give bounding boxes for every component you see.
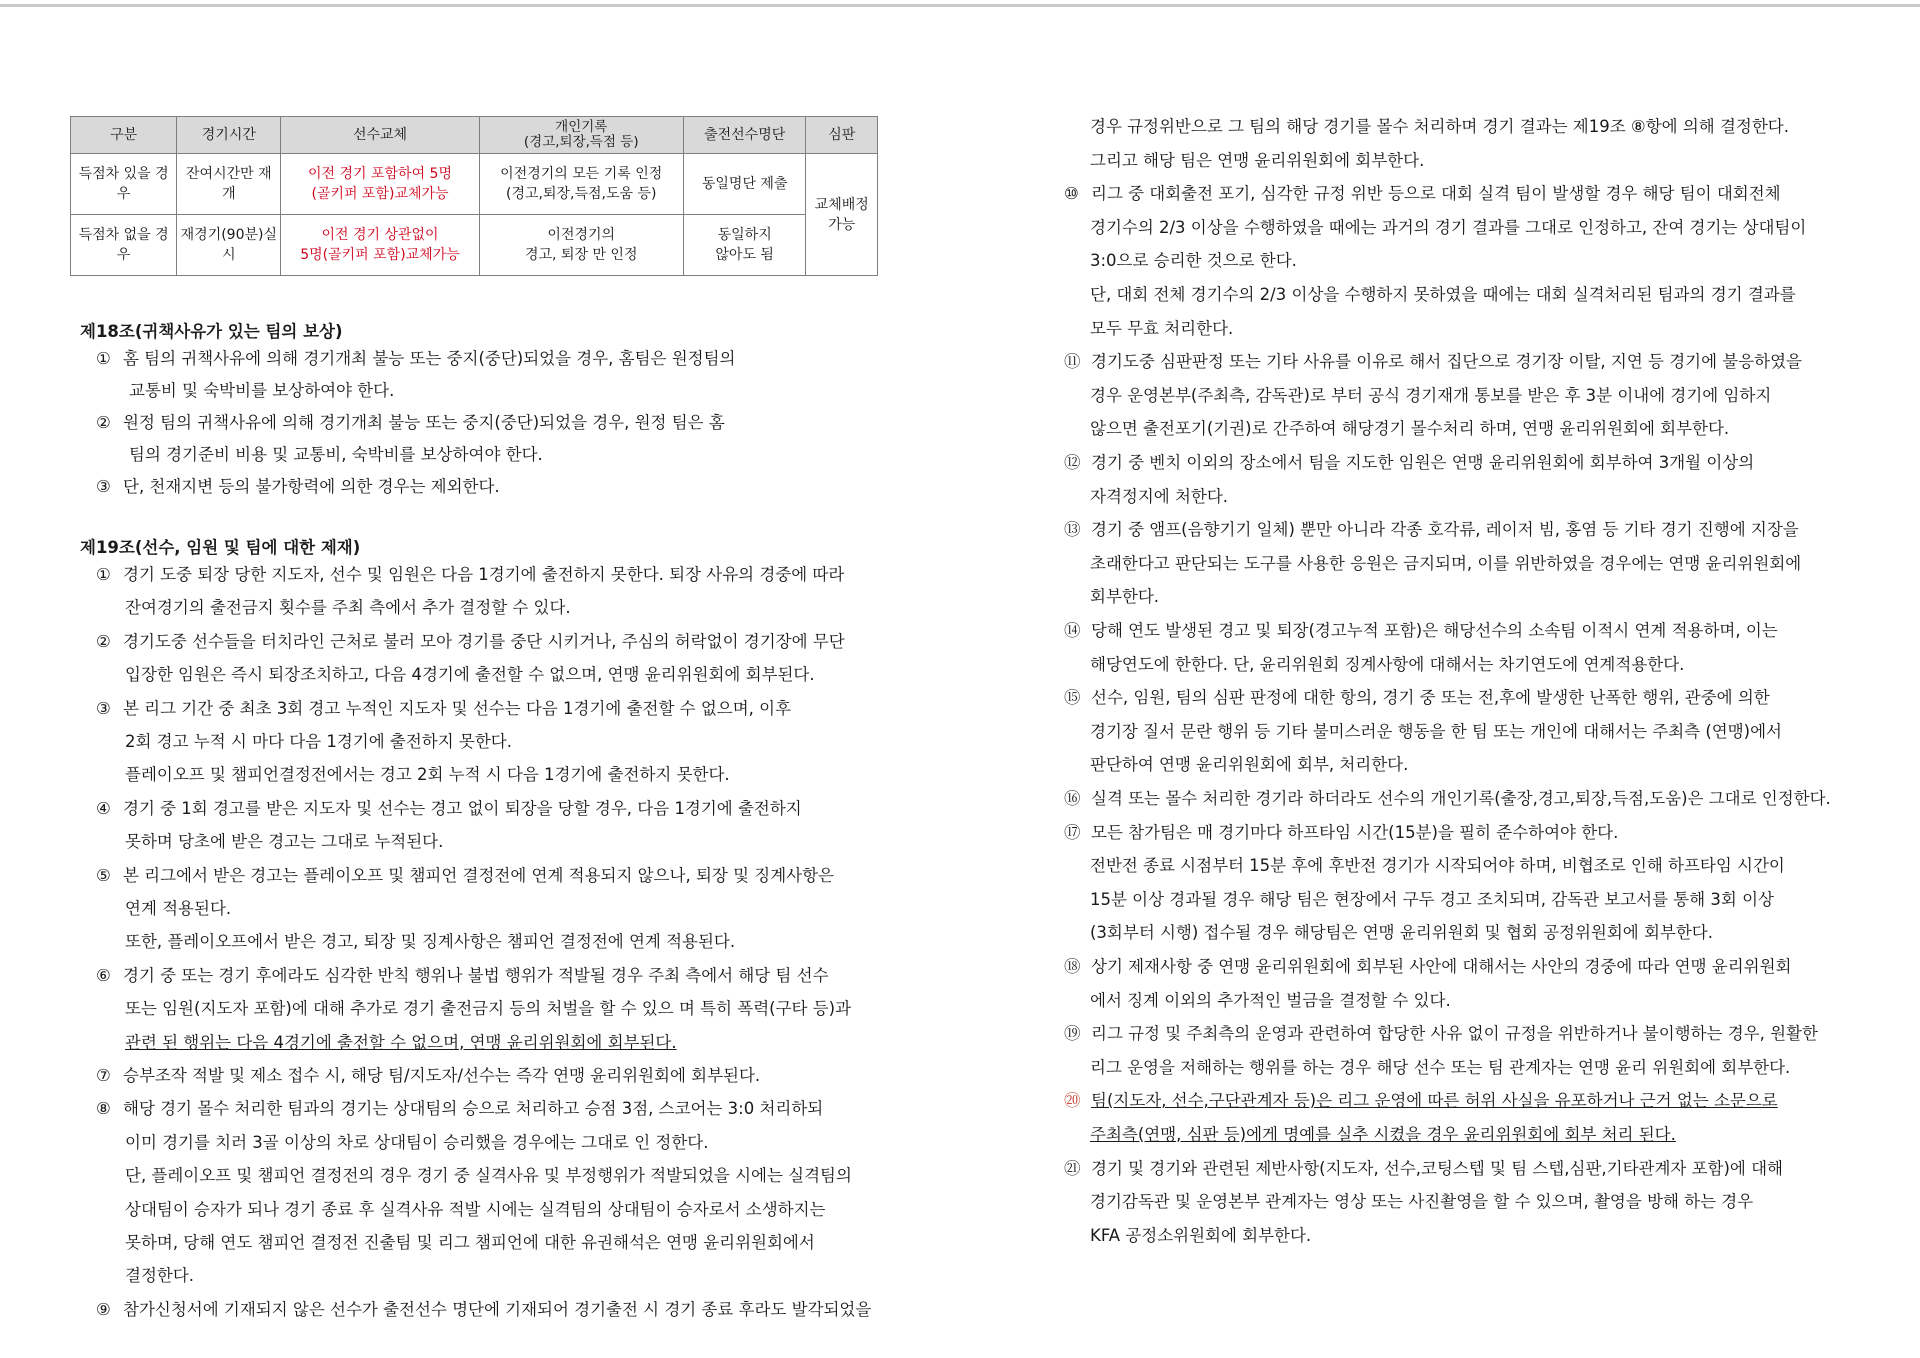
item-text: 경기도중 선수들을 터치라인 근처로 불러 모아 경기를 중단 시키거나, 주심의 허락없이 경기장에 무단 bbox=[123, 631, 845, 651]
item-text: 결정한다. bbox=[125, 1266, 195, 1286]
text-line bbox=[1090, 250, 1297, 272]
article-18-title: 제18조(귀책사유가 있는 팀의 보상) bbox=[80, 322, 343, 341]
item-number: ㉑ bbox=[1064, 1158, 1081, 1178]
item-number: ⑲ bbox=[1064, 1024, 1081, 1044]
text-line bbox=[1090, 284, 1796, 306]
item-text: 경기 및 경기와 관련된 제반사항(지도자, 선수,코팅스텝 및 팀 스텝,심판,기타관계자 포함)에 대해 bbox=[1091, 1158, 1783, 1178]
item-text: 경기도중 심판판정 또는 기타 사유를 이유로 해서 집단으로 경기장 이탈, 지연 등 경기에 불응하였을 bbox=[1091, 352, 1802, 372]
table-header-row bbox=[71, 117, 878, 154]
text-line bbox=[125, 1165, 852, 1187]
text-line bbox=[1064, 519, 1799, 541]
item-text: 판단하여 연맹 윤리위원회에 회부, 처리한다. bbox=[1090, 755, 1409, 775]
text-line bbox=[1064, 1158, 1783, 1180]
item-text: 경기수의 2/3 이상을 수행하였을 때에는 과거의 경기 결과를 그대로 인정하고, 잔여 경기는 상대팀이 bbox=[1090, 217, 1807, 237]
text-line bbox=[96, 1098, 823, 1120]
text-line bbox=[1090, 1191, 1753, 1213]
item-text: 전반전 종료 시점부터 15분 후에 후반전 경기가 시작되어야 하며, 비협조로 인해 하프타임 시간이 bbox=[1090, 856, 1785, 876]
text-line bbox=[1090, 1124, 1676, 1146]
table-header-cell: 개인기록 (경고,퇴장,득점 등) bbox=[479, 117, 683, 154]
text-line bbox=[1090, 553, 1801, 575]
item-number: ① bbox=[96, 349, 111, 368]
item-text: 그리고 해당 팀은 연맹 윤리위원회에 회부한다. bbox=[1090, 150, 1425, 170]
sub-cell: 이전 경기 상관없이 5명(골키퍼 포함)교체가능 bbox=[281, 215, 479, 276]
item-text: 단, 플레이오프 및 챔피언 결정전의 경우 경기 중 실격사유 및 부정행위가 적발되었을 시에는 실격팀의 bbox=[125, 1166, 852, 1186]
item-number: ③ bbox=[96, 698, 111, 718]
article-19-title: 제19조(선수, 임원 및 팀에 대한 제재) bbox=[80, 538, 361, 557]
item-number: ② bbox=[96, 413, 111, 432]
roster-cell: 동일하지 않아도 됨 bbox=[683, 215, 806, 276]
top-rule bbox=[0, 4, 1920, 7]
item-number: ⑥ bbox=[96, 965, 111, 985]
text-line bbox=[96, 412, 725, 434]
text-line bbox=[96, 1065, 760, 1087]
text-line bbox=[1064, 620, 1778, 642]
table-row bbox=[71, 154, 878, 215]
text-line bbox=[1090, 150, 1424, 172]
item-text: 2회 경고 누적 시 마다 다음 1경기에 출전하지 못한다. bbox=[125, 732, 512, 751]
item-number: ⑯ bbox=[1064, 789, 1081, 808]
text-line bbox=[1090, 318, 1233, 340]
item-text: 팀의 경기준비 비용 및 교통비, 숙박비를 보상하여야 한다. bbox=[129, 445, 543, 464]
item-text: 경기감독관 및 운영본부 관계자는 영상 또는 사진촬영을 할 수 있으며, 촬영을 방해 하는 경우 bbox=[1090, 1192, 1754, 1212]
item-text: 단, 대회 전체 경기수의 2/3 이상을 수행하지 못하였을 때에는 대회 실격처리된 팀과의 경기 결과를 bbox=[1090, 285, 1796, 304]
item-text: 않으면 출전포기(기권)로 간주하여 해당경기 몰수처리 하며, 연맹 윤리위원회에 회부한다. bbox=[1090, 419, 1730, 439]
text-line bbox=[125, 597, 571, 619]
item-number: ⑭ bbox=[1064, 621, 1081, 640]
referee-cell: 교체배정 가능 bbox=[806, 154, 878, 276]
text-line bbox=[1064, 351, 1802, 373]
text-line bbox=[125, 931, 735, 953]
item-text: (3회부터 시행) 접수될 경우 해당팀은 연맹 윤리위원회 및 협회 공정위원회에 회부한다. bbox=[1090, 923, 1713, 943]
text-line bbox=[96, 348, 736, 370]
item-text: 또한, 플레이오프에서 받은 경고, 퇴장 및 징계사항은 챔피언 결정전에 연계 적용된다. bbox=[125, 932, 736, 952]
text-line bbox=[1090, 754, 1408, 776]
item-text: 당해 연도 발생된 경고 및 퇴장(경고누적 포함)은 해당선수의 소속팀 이적시 연계 적용하며, 이는 bbox=[1091, 621, 1778, 640]
item-text: 관련 된 행위는 다음 4경기에 출전할 수 없으며, 연맹 윤리위원회에 회부된다. bbox=[125, 1032, 677, 1052]
row-label: 득점차 없을 경우 bbox=[71, 215, 177, 276]
sub-cell: 이전 경기 포함하여 5명 (골키퍼 포함)교체가능 bbox=[281, 154, 479, 215]
roster-cell: 동일명단 제출 bbox=[683, 154, 806, 215]
text-line bbox=[1064, 1090, 1778, 1112]
item-text: 본 리그에서 받은 경고는 플레이오프 및 챔피언 결정전에 연계 적용되지 않으나, 퇴장 및 징계사항은 bbox=[123, 865, 834, 885]
text-line bbox=[1090, 217, 1806, 239]
text-line bbox=[1064, 452, 1754, 474]
text-line bbox=[1090, 654, 1684, 676]
text-line bbox=[129, 444, 543, 466]
item-text: 경기장 질서 문란 행위 등 기타 불미스러운 행동을 한 팀 또는 개인에 대해서는 주최측 (연맹)에서 bbox=[1090, 721, 1782, 741]
text-line bbox=[125, 831, 443, 853]
text-line bbox=[1090, 922, 1713, 944]
item-number: ⑱ bbox=[1064, 957, 1081, 976]
item-text: 모든 참가팀은 매 경기마다 하프타임 시간(15분)을 필히 준수하여야 한다. bbox=[1091, 822, 1619, 842]
text-line bbox=[125, 898, 231, 920]
item-text: 해당 경기 몰수 처리한 팀과의 경기는 상대팀의 승으로 처리하고 승점 3점, 스코어는 3:0 처리하되 bbox=[123, 1099, 824, 1119]
item-text: 입장한 임원은 즉시 퇴장조치하고, 다음 4경기에 출전할 수 없으며, 연맹 윤리위원회에 회부된다. bbox=[125, 665, 815, 685]
record-cell: 이전경기의 모든 기록 인정 (경고,퇴장,득점,도움 등) bbox=[479, 154, 683, 215]
text-line bbox=[1064, 788, 1831, 810]
text-line bbox=[125, 1132, 708, 1154]
item-text: 경기 중 앰프(음향기기 일체) 뿐만 아니라 각종 호각류, 레이저 빔, 홍염 등 기타 경기 진행에 지장을 bbox=[1091, 520, 1799, 540]
item-text: 이미 경기를 치러 3골 이상의 차로 상대팀이 승리했을 경우에는 그대로 인 정한다. bbox=[125, 1132, 709, 1152]
text-line bbox=[1090, 1057, 1790, 1079]
text-line bbox=[1090, 486, 1228, 508]
item-text: 경기 중 또는 경기 후에라도 심각한 반칙 행위나 불법 행위가 적발될 경우 주최 측에서 해당 팀 선수 bbox=[123, 965, 829, 985]
text-line bbox=[125, 1265, 194, 1287]
text-line bbox=[125, 664, 815, 686]
item-text: 에서 징계 이외의 추가적인 벌금을 결정할 수 있다. bbox=[1090, 990, 1451, 1010]
item-text: 못하며, 당해 연도 챔피언 결정전 진출팀 및 리그 챔피언에 대한 유권해석은 연맹 윤리위원회에서 bbox=[125, 1233, 815, 1252]
table-header-cell: 심판 bbox=[806, 117, 878, 154]
text-line bbox=[96, 564, 844, 586]
item-number: ⑨ bbox=[96, 1299, 111, 1319]
item-text: 경우 운영본부(주최측, 감독관)로 부터 공식 경기재개 통보를 받은 후 3분 이내에 경기에 임하지 bbox=[1090, 385, 1772, 405]
item-text: 참가신청서에 기재되지 않은 선수가 출전선수 명단에 기재되어 경기출전 시 경기 종료 후라도 발각되었을 bbox=[123, 1299, 872, 1319]
time-cell: 잔여시간만 재개 bbox=[177, 154, 281, 215]
item-text: 원정 팀의 귀책사유에 의해 경기개최 불능 또는 중지(중단)되었을 경우, 원정 팀은 홈 bbox=[123, 413, 725, 432]
text-line bbox=[1090, 586, 1159, 608]
item-number: ⑪ bbox=[1064, 352, 1081, 372]
text-line bbox=[1064, 956, 1792, 978]
item-text: 15분 이상 경과될 경우 해당 팀은 현장에서 구두 경고 조치되며, 감독관 보고서를 통해 3회 이상 bbox=[1090, 889, 1774, 909]
item-text: 3:0으로 승리한 것으로 한다. bbox=[1090, 251, 1297, 271]
text-line bbox=[96, 965, 829, 987]
item-text: 연계 적용된다. bbox=[125, 899, 232, 918]
item-text: 못하며 당초에 받은 경고는 그대로 누적된다. bbox=[125, 832, 444, 852]
item-text: 단, 천재지변 등의 불가항력에 의한 경우는 제외한다. bbox=[123, 477, 500, 496]
text-line bbox=[1090, 721, 1782, 743]
item-text: 해당연도에 한한다. 단, 윤리위원회 징계사항에 대해서는 차기연도에 연계적용한다. bbox=[1090, 654, 1685, 674]
text-line bbox=[125, 731, 512, 753]
item-number: ③ bbox=[96, 477, 111, 496]
table-header-cell: 구분 bbox=[71, 117, 177, 154]
table-header-cell: 경기시간 bbox=[177, 117, 281, 154]
item-number: ⑬ bbox=[1064, 520, 1081, 540]
text-line bbox=[125, 764, 730, 786]
text-line bbox=[96, 476, 500, 498]
text-line bbox=[1090, 1225, 1311, 1247]
row-label: 득점차 있을 경우 bbox=[71, 154, 177, 215]
item-text: 플레이오프 및 챔피언결정전에서는 경고 2회 누적 시 다음 1경기에 출전하지 못한다. bbox=[125, 765, 730, 785]
text-line bbox=[1064, 822, 1618, 844]
text-line bbox=[125, 1232, 815, 1254]
item-text: 초래한다고 판단되는 도구를 사용한 응원은 금지되며, 이를 위반하였을 경우에는 연맹 윤리위원회에 bbox=[1090, 553, 1802, 573]
item-text: 회부한다. bbox=[1090, 587, 1160, 607]
text-line bbox=[96, 698, 791, 720]
item-text: 선수, 임원, 팀의 심판 판정에 대한 항의, 경기 중 또는 전,후에 발생한 난폭한 행위, 관중에 의한 bbox=[1091, 688, 1770, 708]
text-line bbox=[96, 1299, 871, 1321]
record-cell: 이전경기의 경고, 퇴장 만 인정 bbox=[479, 215, 683, 276]
text-line bbox=[1090, 418, 1729, 440]
item-text: 리그 운영을 저해하는 행위를 하는 경우 해당 선수 또는 팀 관계자는 연맹 윤리 위원회에 회부한다. bbox=[1090, 1057, 1791, 1077]
text-line bbox=[125, 1199, 826, 1221]
item-text: 상대팀이 승자가 되나 경기 종료 후 실격사유 적발 시에는 실격팀의 상대팀이 승자로서 소생하지는 bbox=[125, 1199, 826, 1219]
table-row bbox=[71, 215, 878, 276]
item-number: ⑤ bbox=[96, 865, 111, 885]
item-text: 모두 무효 처리한다. bbox=[1090, 318, 1234, 338]
match-resumption-table bbox=[70, 116, 878, 276]
text-line bbox=[96, 631, 845, 653]
table-header-cell: 선수교체 bbox=[281, 117, 479, 154]
item-text: 경우 규정위반으로 그 팀의 해당 경기를 몰수 처리하며 경기 결과는 제19조 ⑧항에 의해 결정한다. bbox=[1090, 117, 1789, 136]
item-text: 리그 규정 및 주최측의 운영과 관련하여 합당한 사유 없이 규정을 위반하거나 불이행하는 경우, 원활한 bbox=[1091, 1024, 1818, 1044]
item-text: 경기 중 벤치 이외의 장소에서 팀을 지도한 임원은 연맹 윤리위원회에 회부하여 3개월 이상의 bbox=[1091, 453, 1755, 472]
item-text: 경기 도중 퇴장 당한 지도자, 선수 및 임원은 다음 1경기에 출전하지 못한다. 퇴장 사유의 경중에 따라 bbox=[123, 565, 845, 584]
time-cell: 재경기(90분)실시 bbox=[177, 215, 281, 276]
item-text: KFA 공정소위원회에 회부한다. bbox=[1090, 1225, 1312, 1245]
item-number: ⑩ bbox=[1064, 184, 1079, 204]
item-text: 상기 제재사항 중 연맹 윤리위원회에 회부된 사안에 대해서는 사안의 경중에 따라 연맹 윤리위원회 bbox=[1091, 957, 1792, 976]
text-line bbox=[1064, 687, 1770, 709]
item-text: 또는 임원(지도자 포함)에 대해 추가로 경기 출전금지 등의 처벌을 할 수 있으 며 특히 폭력(구타 등)과 bbox=[125, 999, 852, 1019]
item-text: 자격정지에 처한다. bbox=[1090, 486, 1229, 506]
item-text: 경기 중 1회 경고를 받은 지도자 및 선수는 경고 없이 퇴장을 당할 경우, 다음 1경기에 출전하지 bbox=[123, 798, 802, 818]
item-number: ⑫ bbox=[1064, 453, 1081, 472]
item-text: 교통비 및 숙박비를 보상하여야 한다. bbox=[129, 381, 395, 400]
text-line bbox=[125, 1032, 677, 1054]
item-number: ⑳ bbox=[1064, 1091, 1081, 1111]
text-line bbox=[1090, 889, 1774, 911]
item-text: 승부조작 적발 및 제소 접수 시, 해당 팀/지도자/선수는 즉각 연맹 윤리위원회에 회부된다. bbox=[123, 1066, 761, 1085]
item-number: ④ bbox=[96, 798, 111, 818]
text-line bbox=[1090, 385, 1771, 407]
text-line bbox=[1090, 116, 1789, 138]
item-text: 리그 중 대회출전 포기, 심각한 규정 위반 등으로 대회 실격 팀이 발생할 경우 해당 팀이 대회전체 bbox=[1091, 184, 1781, 204]
text-line bbox=[125, 998, 851, 1020]
item-number: ⑧ bbox=[96, 1099, 111, 1119]
item-text: 실격 또는 몰수 처리한 경기라 하더라도 선수의 개인기록(출장,경고,퇴장,득점,도움)은 그대로 인정한다. bbox=[1091, 789, 1831, 808]
item-number: ⑰ bbox=[1064, 822, 1081, 842]
text-line bbox=[1064, 183, 1781, 205]
item-text: 팀(지도자, 선수,구단관계자 등)은 리그 운영에 따른 허위 사실을 유포하거나 근거 없는 소문으로 bbox=[1091, 1091, 1778, 1111]
item-text: 잔여경기의 출전금지 횟수를 주최 측에서 추가 결정할 수 있다. bbox=[125, 598, 571, 618]
item-text: 홈 팀의 귀책사유에 의해 경기개최 불능 또는 중지(중단)되었을 경우, 홈팀은 원정팀의 bbox=[123, 349, 736, 368]
item-text: 본 리그 기간 중 최초 3회 경고 누적인 지도자 및 선수는 다음 1경기에 출전할 수 없으며, 이후 bbox=[123, 698, 792, 718]
text-line bbox=[96, 865, 834, 887]
item-number: ⑮ bbox=[1064, 688, 1081, 708]
text-line bbox=[1090, 990, 1451, 1012]
item-number: ⑦ bbox=[96, 1066, 111, 1085]
text-line bbox=[1064, 1023, 1818, 1045]
item-number: ① bbox=[96, 565, 111, 584]
text-line bbox=[129, 380, 394, 402]
text-line bbox=[1090, 855, 1785, 877]
item-number: ② bbox=[96, 631, 111, 651]
item-text: 주최측(연맹, 심판 등)에게 명예를 실추 시켰을 경우 윤리위원회에 회부 처리 된다. bbox=[1090, 1125, 1676, 1144]
text-line bbox=[96, 798, 802, 820]
table-header-cell: 출전선수명단 bbox=[683, 117, 806, 154]
